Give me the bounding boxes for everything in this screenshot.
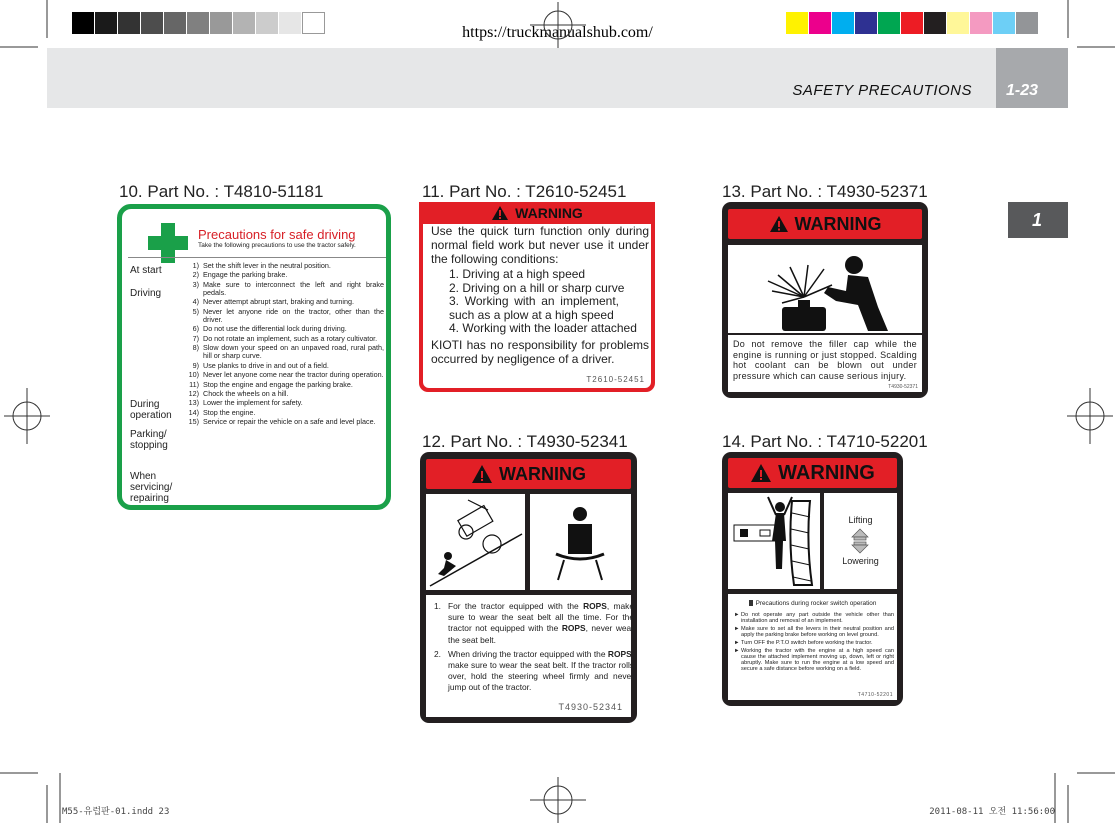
precaution-list — [184, 262, 384, 427]
list-item: ► Do not operate any part outside the vehicle other than installation and removal of an implement. — [734, 612, 894, 625]
decal-code: T2610-52451 — [586, 375, 645, 384]
list-item: 9) Use planks to drive in and out of a field. — [192, 360, 329, 370]
list-item: 7) Do not rotate an implement, such as a rotary cultivator. — [192, 333, 378, 343]
rocker-switch-warning-decal — [722, 452, 903, 706]
list-item: 13) Lower the implement for safety. — [188, 398, 303, 408]
list-item: ► Working the tractor with the engine at a high speed can cause the attached implement moving up, down, left or right abruptly. Make sure to run the engine at a low speed and secure a safe distance before working on a field. — [734, 647, 894, 673]
list-item: ► Turn OFF the P.T.O switch before working the tractor. — [734, 639, 873, 646]
warning-header — [728, 458, 897, 488]
footer-file-info: M55-유럽판-01.indd 23 — [62, 807, 170, 817]
caption-part-14: 14. Part No. : T4710-52201 — [722, 432, 928, 451]
category-label: During operation — [130, 399, 172, 421]
warning-label: WARNING — [778, 461, 875, 484]
hot-coolant-pictogram — [728, 245, 922, 333]
list-item: 1. For the tractor equipped with the ROPS, make sure to wear the seat belt all the time. For the tractor not equipped with the ROPS, never wear the seat belt. — [434, 601, 634, 645]
category-label: Parking/ stopping — [130, 429, 168, 451]
category-label: When servicing/ repairing — [130, 471, 173, 504]
lifting-label: Lifting — [848, 515, 873, 525]
rops-warning-decal — [420, 452, 637, 723]
list-item: 14) Stop the engine. — [188, 407, 256, 417]
warning-triangle-icon — [750, 463, 772, 483]
person-crush-icon — [728, 493, 820, 589]
condition-item: 4. Working with the loader attached — [449, 321, 637, 335]
decal-subtitle: Take the following precautions to use the tractor safely. — [198, 242, 356, 249]
seatbelt-pictogram — [530, 494, 631, 590]
decal-body — [426, 595, 634, 717]
tractor-rollover-icon — [426, 494, 525, 590]
decal-code: T4930-52371 — [888, 384, 918, 390]
source-url[interactable]: https://truckmanualshub.com/ — [462, 24, 653, 41]
rollover-pictogram — [426, 494, 525, 590]
decal-body — [728, 335, 922, 392]
safe-driving-decal — [117, 204, 391, 510]
rops-instructions — [434, 601, 634, 697]
list-item: 2. When driving the tractor equipped with the ROPS, make sure to wear the seat belt. If the tractor rolls over, hold the steering wheel firmly and never jump out of the tractor. — [434, 648, 634, 693]
list-item: 1) Set the shift lever in the neutral position. — [192, 261, 331, 270]
precaution-list — [734, 612, 894, 674]
divider — [128, 257, 386, 258]
warning-header — [419, 202, 655, 224]
list-item: 3) Make sure to interconnect the left and right brake pedals. — [192, 279, 384, 297]
caption-part-11: 11. Part No. : T2610-52451 — [422, 182, 627, 201]
list-item: 5) Never let anyone ride on the tractor, other than the driver. — [192, 306, 384, 324]
decal-code: T4930-52341 — [558, 702, 623, 712]
list-item: 15) Service or repair the vehicle on a safe and level place. — [188, 417, 376, 427]
condition-item: 3. Working with an implement, such as a plow at a high speed — [449, 294, 619, 322]
warning-triangle-icon — [471, 464, 493, 484]
decal-body — [728, 594, 897, 700]
decal-title: Precautions for safe driving — [198, 227, 356, 242]
caption-part-10: 10. Part No. : T4810-51181 — [119, 182, 324, 201]
disclaimer-text: KIOTI has no responsibility for problems occurred by negligence of a driver. — [431, 337, 649, 366]
filler-cap-warning-decal — [722, 202, 928, 398]
lowering-label: Lowering — [842, 556, 879, 566]
category-label: At start — [130, 265, 162, 276]
lift-switch-pictogram — [824, 493, 897, 589]
chapter-tab[interactable]: 1 — [1008, 202, 1068, 238]
caption-part-13: 13. Part No. : T4930-52371 — [722, 182, 928, 201]
list-item: 2) Engage the parking brake. — [192, 270, 288, 280]
condition-item: 2. Driving on a hill or sharp curve — [449, 280, 625, 295]
precaution-heading: Precautions during rocker switch operation — [728, 600, 897, 607]
warning-triangle-icon — [491, 205, 509, 221]
warning-label: WARNING — [794, 213, 882, 234]
up-down-arrows-icon — [850, 528, 870, 554]
page-number: 1-23 — [1005, 82, 1038, 99]
quick-turn-warning-decal — [419, 202, 655, 392]
list-item: ► Make sure to set all the levers in their neutral position and apply the parking brake before working on level ground. — [734, 625, 894, 639]
list-item: 8) Slow down your speed on an unpaved road, rural path, hill or sharp curve. — [192, 343, 384, 361]
list-item: 10) Never let anyone come near the tractor during operation. — [188, 370, 384, 380]
list-item: 11) Stop the engine and engage the parking brake. — [189, 379, 353, 389]
section-title: SAFETY PRECAUTIONS — [792, 82, 972, 99]
warning-label: WARNING — [499, 463, 586, 484]
warning-label: WARNING — [515, 205, 583, 221]
warning-triangle-icon — [769, 215, 789, 233]
list-item: 6) Do not use the differential lock during driving. — [192, 324, 347, 334]
page-header — [47, 48, 1068, 108]
crush-hazard-pictogram — [728, 493, 820, 589]
category-label: Driving — [130, 288, 162, 299]
caption-part-12: 12. Part No. : T4930-52341 — [422, 432, 628, 451]
footer-timestamp: 2011-08-11 오전 11:56:00 — [929, 807, 1055, 817]
condition-item: 1. Driving at a high speed — [449, 267, 586, 281]
list-item: 4) Never attempt abrupt start, braking and turning. — [192, 297, 355, 307]
warning-header — [426, 459, 631, 489]
switch-icon — [749, 600, 753, 606]
decal-body — [423, 224, 651, 388]
list-item: 12) Chock the wheels on a hill. — [188, 388, 289, 398]
warning-header — [728, 209, 922, 239]
decal-code: T4710-52201 — [857, 692, 893, 698]
coolant-spray-icon — [728, 245, 922, 333]
warning-text: Do not remove the filler cap while the engine is running or just stopped. Scalding hot coolant can be blown out under pressure which can cause serious injury. — [733, 339, 917, 381]
intro-text: Use the quick turn function only during normal field work but never use it under the following conditions: — [431, 224, 649, 266]
seatbelt-driver-icon — [530, 494, 631, 590]
